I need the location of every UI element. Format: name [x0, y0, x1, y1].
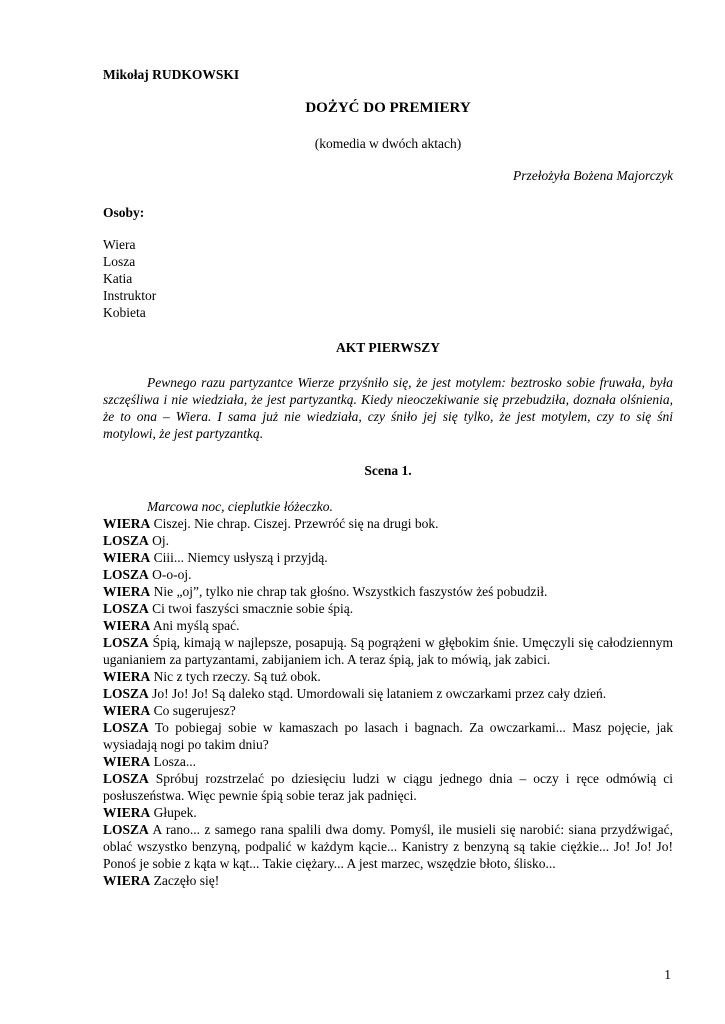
dialogue-line — [103, 872, 673, 889]
person-item: Kobieta — [103, 305, 146, 320]
person-item: Katia — [103, 271, 133, 286]
line-text: Jo! Jo! Jo! Są daleko stąd. Umordowali się lataniem z owczarkami przez cały dzień. — [152, 686, 607, 701]
line-text: A rano... z samego rana spalili dwa domy. Pomyśl, ile musieli się narobić: siana przydźwigać, oblać wszystko benzyną, podpalić w każdym kącie... Kanistry z benzyną są takie ciężkie... Jo! Jo! Jo! Ponoś je sobie z kąta w kąt... Takie ciężary... A jest marzec, wszędzie błoto, ślisko... — [103, 822, 673, 871]
author-name: Mikołaj RUDKOWSKI — [103, 67, 240, 82]
dialogue-line — [103, 532, 673, 549]
dialogue — [103, 515, 673, 889]
line-text: O-o-oj. — [152, 567, 192, 582]
person-item: Instruktor — [103, 288, 157, 303]
speaker-name: LOSZA — [103, 601, 149, 616]
dialogue-line — [103, 753, 673, 770]
dialogue-line — [103, 668, 673, 685]
speaker-name: WIERA — [103, 873, 151, 888]
line-text: Nie „oj”, tylko nie chrap tak głośno. Wszystkich faszystów żeś pobudził. — [153, 584, 548, 599]
line-text: Zaczęło się! — [153, 873, 220, 888]
speaker-name: WIERA — [103, 618, 151, 633]
speaker-name: LOSZA — [103, 635, 149, 650]
speaker-name: WIERA — [103, 669, 151, 684]
play-title: DOŻYĆ DO PREMIERY — [305, 100, 471, 116]
person-item: Wiera — [103, 237, 136, 252]
speaker-name: LOSZA — [103, 686, 149, 701]
dialogue-line — [103, 634, 673, 668]
dialogue-line — [103, 549, 673, 566]
dialogue-line — [103, 617, 673, 634]
line-text: Ciszej. Nie chrap. Ciszej. Przewróć się na drugi bok. — [153, 516, 439, 531]
persons-heading: Osoby: — [103, 205, 145, 220]
line-text: Ci twoi faszyści smacznie sobie śpią. — [152, 601, 354, 616]
speaker-name: WIERA — [103, 584, 151, 599]
person-item: Losza — [103, 254, 136, 269]
dialogue-line — [103, 719, 673, 753]
persons-list — [103, 236, 673, 321]
line-text: Ciii... Niemcy usłyszą i przyjdą. — [153, 550, 328, 565]
dialogue-line — [103, 515, 673, 532]
line-text: Spróbuj rozstrzelać po dziesięciu ludzi w ciągu jednego dnia – oczy i ręce odmówią ci posłuszeństwa. Więc pewnie śpią sobie teraz jak padnięci. — [103, 771, 673, 803]
page-number: 1 — [664, 967, 671, 982]
speaker-name: WIERA — [103, 754, 151, 769]
speaker-name: WIERA — [103, 703, 151, 718]
dialogue-line — [103, 804, 673, 821]
speaker-name: LOSZA — [103, 822, 149, 837]
line-text: Głupek. — [153, 805, 197, 820]
scene-heading: Scena 1. — [364, 463, 412, 478]
line-text: Oj. — [152, 533, 170, 548]
speaker-name: LOSZA — [103, 567, 149, 582]
speaker-name: LOSZA — [103, 720, 149, 735]
dialogue-line — [103, 583, 673, 600]
dialogue-line — [103, 600, 673, 617]
translator-credit: Przełożyła Bożena Majorczyk — [513, 168, 673, 183]
speaker-name: LOSZA — [103, 771, 149, 786]
line-text: Nic z tych rzeczy. Są tuż obok. — [153, 669, 321, 684]
document-page — [103, 66, 673, 889]
dialogue-line — [103, 702, 673, 719]
line-text: Ani myślą spać. — [152, 618, 240, 633]
line-text: Śpią, kimają w najlepsze, posapują. Są pogrążeni w głębokim śnie. Umęczyli się całodziennym uganianiem za partyzantami, zabijaniem ich. A teraz śpią, jak to mówią, jak zabici. — [103, 635, 674, 667]
speaker-name: WIERA — [103, 805, 151, 820]
dialogue-line — [103, 821, 673, 872]
dialogue-line — [103, 770, 673, 804]
act-heading: AKT PIERWSZY — [336, 340, 440, 355]
dialogue-line — [103, 566, 673, 583]
line-text: Co sugerujesz? — [153, 703, 236, 718]
line-text: To pobiegaj sobie w kamaszach po lasach i bagnach. Za owczarkami... Masz pojęcie, jak wysiadają nogi po takim dniu? — [103, 720, 673, 752]
speaker-name: LOSZA — [103, 533, 149, 548]
speaker-name: WIERA — [103, 550, 151, 565]
play-subtitle: (komedia w dwóch aktach) — [314, 136, 462, 151]
act-prologue: Pewnego razu partyzantce Wierze przyśniło się, że jest motylem: beztrosko sobie fruwała, była szczęśliwa i nie wiedziała, że jest partyzantką. Kiedy nieoczekiwanie się przebudziła, doznała olśnienia, że to ona – Wiera. I sama już nie wiedziała, czy śniło jej się tylko, że jest motylem, czy to się śni motylowi, że jest partyzantką. — [103, 375, 673, 441]
stage-direction: Marcowa noc, cieplutkie łóżeczko. — [147, 499, 333, 514]
dialogue-line — [103, 685, 673, 702]
line-text: Losza... — [153, 754, 196, 769]
speaker-name: WIERA — [103, 516, 151, 531]
